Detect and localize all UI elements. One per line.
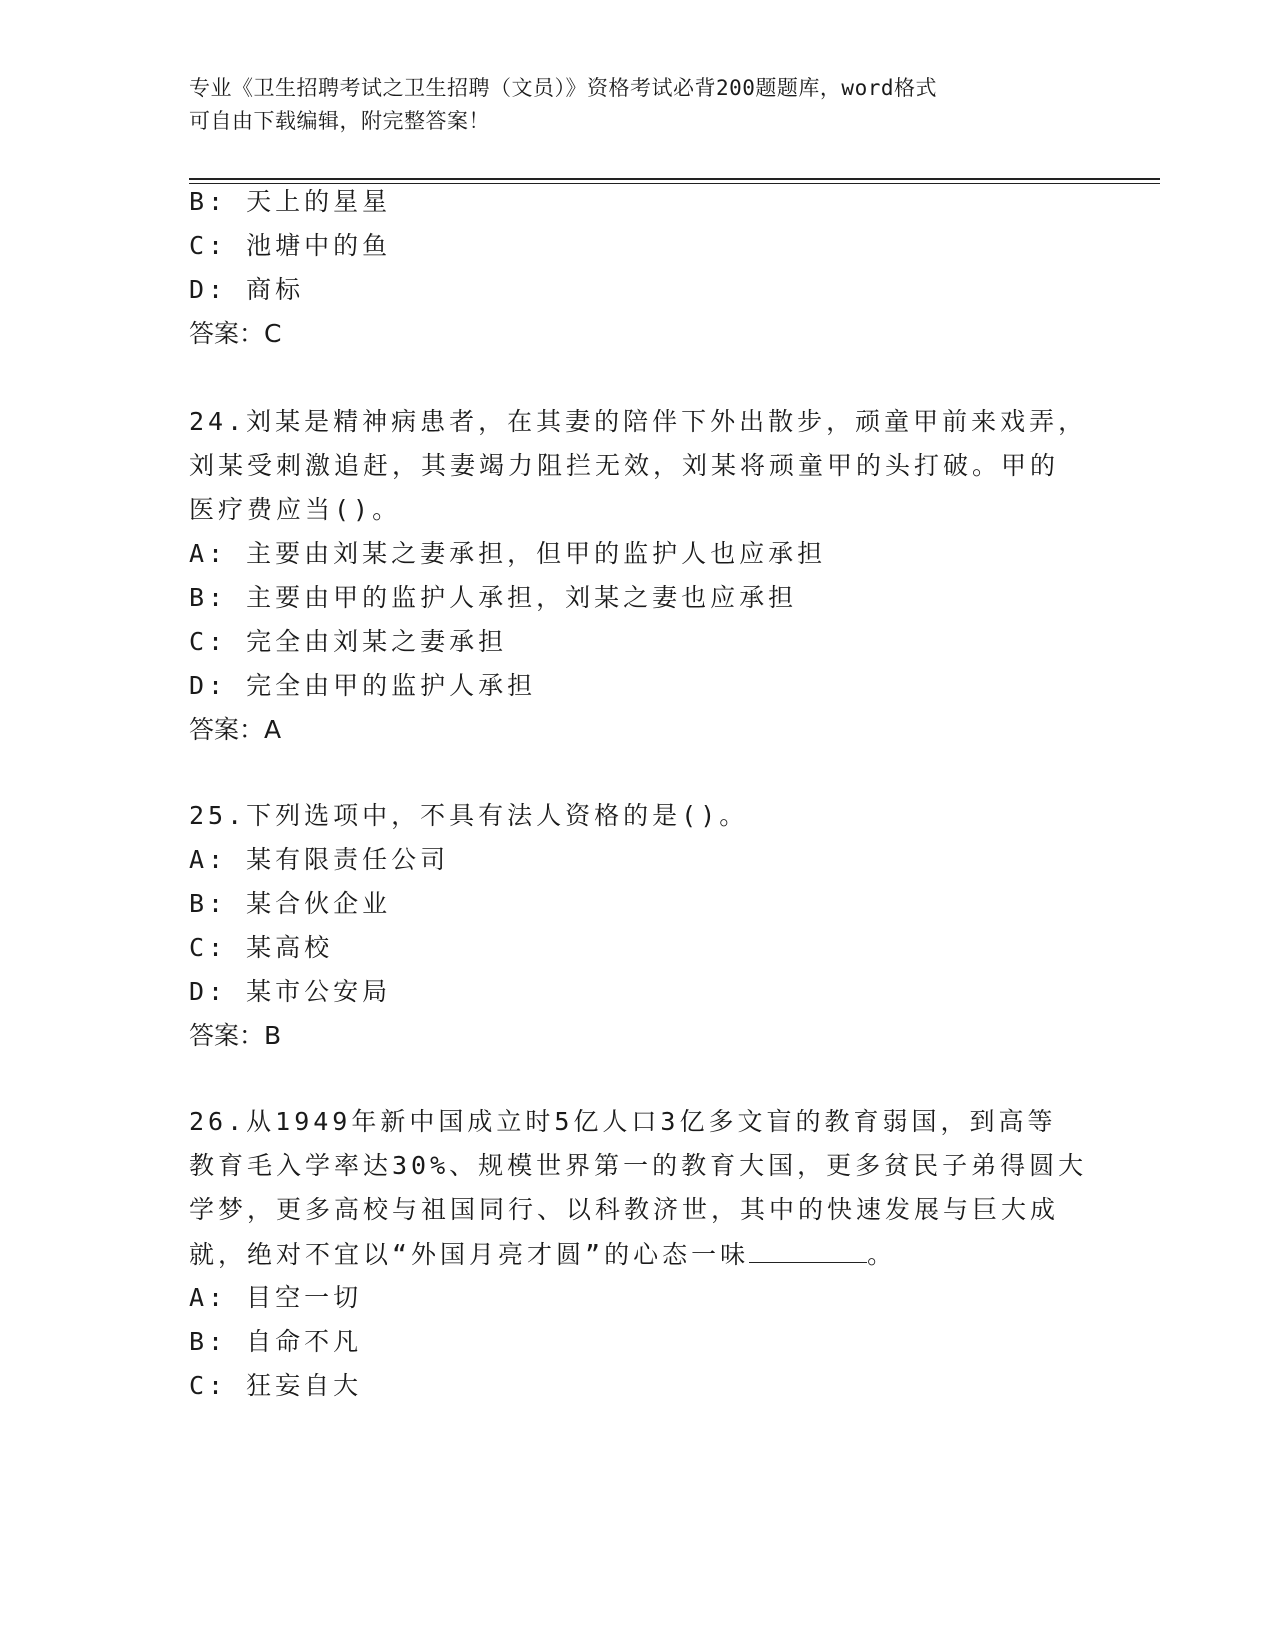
q26-stem-line-3: 学梦，更多高校与祖国同行、以科教济世，其中的快速发展与巨大成 [189,1195,1060,1224]
header-divider-thin [189,183,1160,184]
q23-answer: 答案：C [189,319,282,348]
q25-option-b: B: 某合伙企业 [189,889,392,918]
q26-option-a: A: 目空一切 [189,1283,363,1312]
q26-option-b: B: 自命不凡 [189,1327,363,1356]
q26-option-c: C: 狂妄自大 [189,1371,363,1400]
fill-in-blank [749,1238,867,1263]
q24-answer: 答案：A [189,715,282,744]
q23-option-b: B: 天上的星星 [189,187,392,216]
q26-stem-line-4 [189,1238,896,1271]
q26-stem-line-1: 26.从1949年新中国成立时5亿人口3亿多文盲的教育弱国，到高等 [189,1107,1057,1136]
q23-option-d: D: 商标 [189,275,305,304]
q24-option-d: D: 完全由甲的监护人承担 [189,671,537,700]
q25-option-a: A: 某有限责任公司 [189,845,450,874]
q26-stem-line-4-end: 。 [867,1240,897,1269]
header-subtitle-line: 可自由下载编辑，附完整答案！ [189,109,490,133]
q24-stem-line-3: 医疗费应当()。 [189,495,402,524]
header-divider-thick [189,178,1160,180]
q26-stem-line-4-text: 就，绝对不宜以“外国月亮才圆”的心态一味 [189,1240,750,1269]
q23-option-c: C: 池塘中的鱼 [189,231,392,260]
document-header [189,72,1069,138]
q24-option-c: C: 完全由刘某之妻承担 [189,627,508,656]
q24-option-a: A: 主要由刘某之妻承担，但甲的监护人也应承担 [189,539,827,568]
q24-option-b: B: 主要由甲的监护人承担，刘某之妻也应承担 [189,583,798,612]
q24-stem-line-2: 刘某受刺激追赶，其妻竭力阻拦无效，刘某将顽童甲的头打破。甲的 [189,451,1060,480]
q24-stem-line-1: 24.刘某是精神病患者，在其妻的陪伴下外出散步，顽童甲前来戏弄， [189,407,1088,436]
q26-stem-line-2: 教育毛入学率达30%、规模世界第一的教育大国，更多贫民子弟得圆大 [189,1151,1088,1180]
q25-option-c: C: 某高校 [189,933,334,962]
header-title-line: 专业《卫生招聘考试之卫生招聘（文员）》资格考试必背200题题库，word格式 [189,76,937,100]
q25-stem-line-1: 25.下列选项中，不具有法人资格的是()。 [189,801,749,830]
q25-option-d: D: 某市公安局 [189,977,392,1006]
q25-answer: 答案：B [189,1021,282,1050]
